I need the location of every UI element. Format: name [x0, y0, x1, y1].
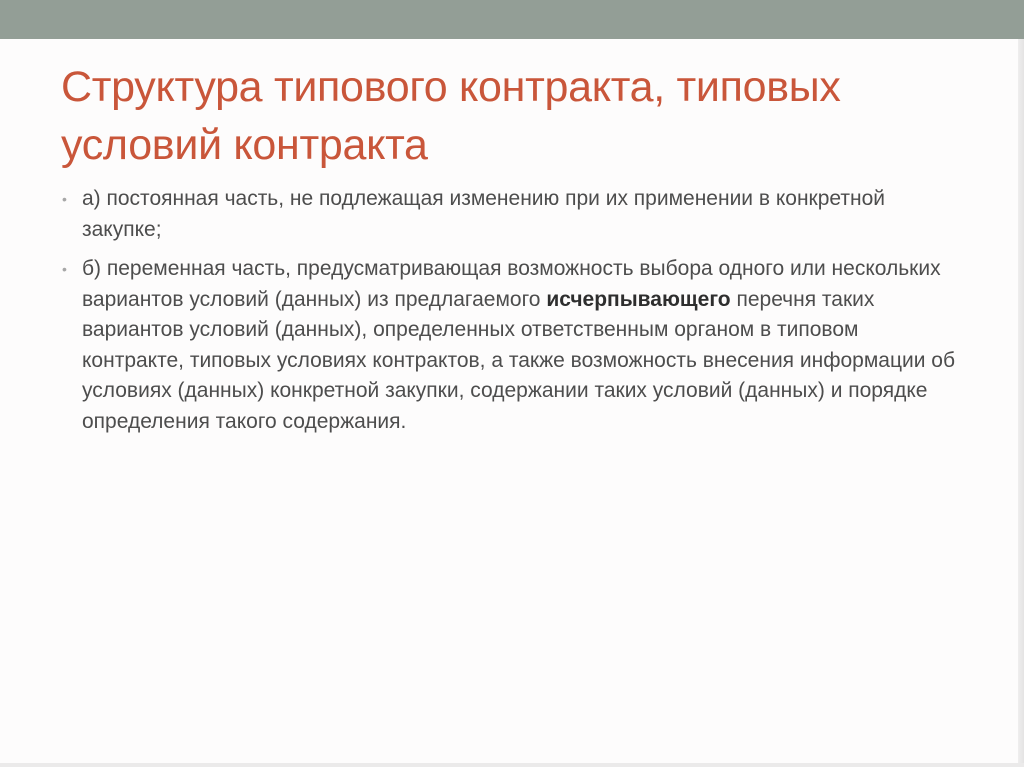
slide-title-line-2: условий контракта [61, 121, 428, 169]
slide-title [61, 58, 981, 174]
bullet-text-a: а) постоянная часть, не подлежащая изменению при их применении в конкретной закупке; [82, 187, 886, 241]
bullet-text-b-emphasis: исчерпывающего [546, 287, 731, 311]
bullet-dot-icon: • [62, 191, 67, 207]
bullet-item-b [62, 254, 962, 437]
top-accent-bar [0, 0, 1024, 39]
bullet-list [62, 184, 962, 446]
slide-title-line-1: Структура типового контракта, типовых [61, 63, 841, 111]
bullet-item-a [62, 184, 962, 245]
slide-right-edge [1018, 39, 1024, 767]
bullet-text-b-end: перечня таких вариантов условий (данных), определенных ответственным органом в типовом контракте, типовых условиях контрактов, а также возможность внесения информации об условиях (данных) конкретной закупки, содержании таких условий (данных) и порядке определения такого содержания. [82, 287, 955, 433]
slide-bottom-edge [0, 763, 1024, 767]
bullet-dot-icon: • [62, 261, 67, 277]
bullet-text-b-start: б) переменная часть, предусматривающая возможность выбора одного или нескольких вариантов условий (данных) из предлагаемого [82, 257, 941, 311]
